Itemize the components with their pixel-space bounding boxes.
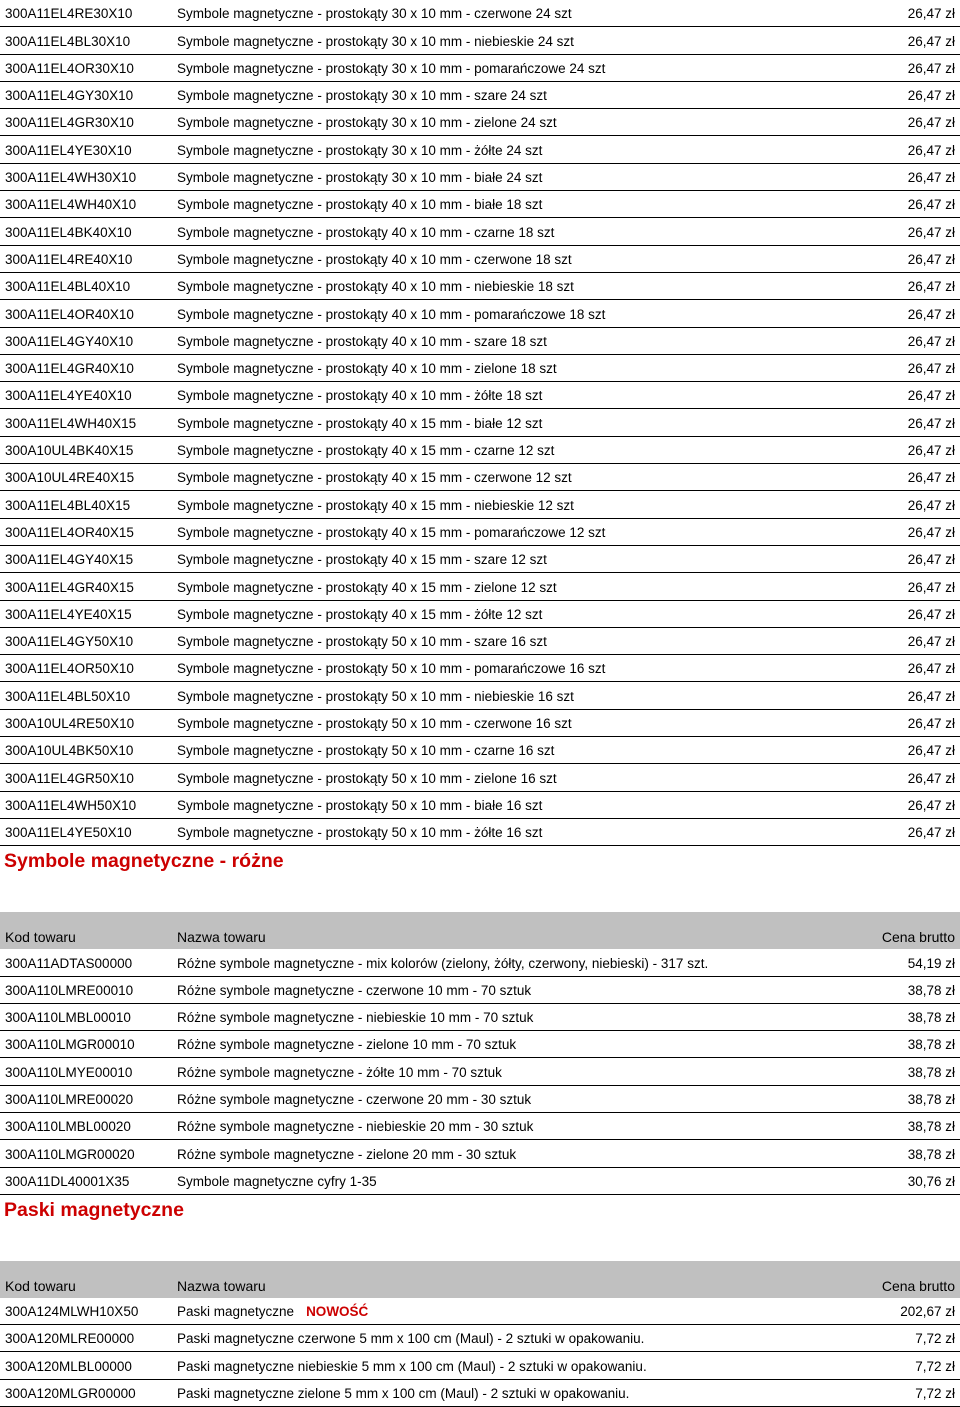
table-row (0, 136, 960, 163)
product-price: 26,47 zł (907, 60, 955, 76)
product-code: 300A11EL4BL40X10 (5, 279, 131, 295)
product-price: 26,47 zł (907, 524, 955, 540)
section-gap (0, 876, 960, 912)
product-name: Symbole magnetyczne - prostokąty 40 x 10 mm - pomarańczowe 18 szt (177, 306, 606, 322)
product-price: 30,76 zł (907, 1173, 955, 1189)
product-code: 300A11EL4GY50X10 (5, 634, 134, 650)
table-row (0, 0, 960, 27)
product-name: Symbole magnetyczne - prostokąty 50 x 10 mm - czerwone 16 szt (177, 716, 572, 732)
product-name: Paski magnetyczne zielone 5 mm x 100 cm (Maul) - 2 sztuki w opakowaniu. (177, 1386, 630, 1402)
product-name-text: Paski magnetyczne (177, 1304, 295, 1320)
table-row (0, 109, 960, 136)
product-name: Symbole magnetyczne - prostokąty 30 x 10 mm - białe 24 szt (177, 170, 543, 186)
product-price: 26,47 zł (907, 552, 955, 568)
product-name: Symbole magnetyczne - prostokąty 40 x 15 mm - zielone 12 szt (177, 579, 557, 595)
product-code: 300A11EL4OR50X10 (5, 661, 134, 677)
header-name: Nazwa towaru (177, 929, 266, 946)
product-price: 26,47 zł (907, 388, 955, 404)
product-code: 300A11EL4BL40X15 (5, 497, 131, 513)
table-header-paski (0, 1261, 960, 1298)
product-name: Różne symbole magnetyczne - czerwone 20 mm - 30 sztuk (177, 1091, 532, 1107)
product-name: Symbole magnetyczne - prostokąty 40 x 15 mm - szare 12 szt (177, 552, 547, 568)
product-price: 26,47 zł (907, 251, 955, 267)
table-row (0, 1086, 960, 1113)
product-name: Symbole magnetyczne - prostokąty 40 x 15 mm - pomarańczowe 12 szt (177, 524, 606, 540)
header-price: Cena brutto (881, 929, 955, 946)
product-price: 38,78 zł (907, 1119, 955, 1135)
product-price: 38,78 zł (907, 1146, 955, 1162)
product-price: 26,47 zł (907, 415, 955, 431)
product-price: 7,72 zł (915, 1331, 955, 1347)
paski-table (0, 1325, 960, 1407)
product-name: Symbole magnetyczne - prostokąty 30 x 10 mm - czerwone 24 szt (177, 6, 572, 22)
product-price: 26,47 zł (907, 443, 955, 459)
product-name: Symbole magnetyczne - prostokąty 40 x 15 mm - niebieskie 12 szt (177, 497, 574, 513)
product-code: 300A11EL4RE30X10 (5, 6, 133, 22)
product-price: 26,47 zł (907, 88, 955, 104)
product-code: 300A110LMYE00010 (5, 1064, 133, 1080)
table-row (0, 1140, 960, 1167)
table-row (0, 246, 960, 273)
product-code: 300A110LMRE00010 (5, 982, 134, 998)
product-price: 26,47 zł (907, 333, 955, 349)
product-name: Symbole magnetyczne - prostokąty 40 x 10 mm - czerwone 18 szt (177, 251, 572, 267)
product-price: 54,19 zł (907, 955, 955, 971)
table-row (0, 355, 960, 382)
product-name: Symbole magnetyczne - prostokąty 40 x 10 mm - zielone 18 szt (177, 361, 557, 377)
table-row (0, 164, 960, 191)
product-price: 26,47 zł (907, 825, 955, 841)
product-price: 26,47 zł (907, 170, 955, 186)
product-price: 26,47 zł (907, 142, 955, 158)
product-code: 300A10UL4RE40X15 (5, 470, 135, 486)
product-name: Różne symbole magnetyczne - zielone 20 mm - 30 sztuk (177, 1146, 517, 1162)
table-row (0, 27, 960, 54)
product-price: 26,47 zł (907, 115, 955, 131)
product-code: 300A110LMGR00020 (5, 1146, 135, 1162)
product-price: 26,47 zł (907, 743, 955, 759)
product-name: Symbole magnetyczne - prostokąty 30 x 10 mm - szare 24 szt (177, 88, 547, 104)
product-name: Symbole magnetyczne - prostokąty 30 x 10 mm - pomarańczowe 24 szt (177, 60, 606, 76)
product-code: 300A11EL4RE40X10 (5, 251, 133, 267)
product-price: 26,47 zł (907, 6, 955, 22)
product-price: 26,47 zł (907, 716, 955, 732)
new-badge: NOWOŚĆ (306, 1304, 369, 1320)
table-row (0, 437, 960, 464)
section-gap (0, 1225, 960, 1261)
table-row (0, 409, 960, 436)
table-row (0, 273, 960, 300)
product-code: 300A11EL4YE30X10 (5, 142, 132, 158)
product-price: 26,47 zł (907, 634, 955, 650)
product-name: Symbole magnetyczne - prostokąty 50 x 10 mm - niebieskie 16 szt (177, 688, 574, 704)
table-row (0, 682, 960, 709)
table-row (0, 382, 960, 409)
product-name: Symbole magnetyczne - prostokąty 50 x 10 mm - białe 16 szt (177, 797, 543, 813)
product-price: 26,47 zł (907, 306, 955, 322)
table-row (0, 491, 960, 518)
table-row (0, 328, 960, 355)
product-name: Symbole magnetyczne - prostokąty 40 x 10 mm - białe 18 szt (177, 197, 543, 213)
product-code: 300A10UL4BK50X10 (5, 743, 134, 759)
product-code: 300A10UL4BK40X15 (5, 443, 134, 459)
header-price: Cena brutto (881, 1277, 955, 1294)
product-code: 300A11EL4GY30X10 (5, 88, 134, 104)
table-row (0, 819, 960, 846)
product-name: Różne symbole magnetyczne - mix kolorów (zielony, żółty, czerwony, niebieski) - 317 szt. (177, 955, 709, 971)
table-header-rozne (0, 912, 960, 949)
table-row (0, 1058, 960, 1085)
product-price: 26,47 zł (907, 661, 955, 677)
product-price: 38,78 zł (907, 1037, 955, 1053)
product-name: Symbole magnetyczne - prostokąty 30 x 10 mm - żółte 24 szt (177, 142, 543, 158)
table-row (0, 1380, 960, 1407)
table-row (0, 1113, 960, 1140)
product-name: Symbole magnetyczne - prostokąty 50 x 10 mm - zielone 16 szt (177, 770, 557, 786)
product-code: 300A11EL4GY40X15 (5, 552, 134, 568)
product-name: Różne symbole magnetyczne - żółte 10 mm - 70 sztuk (177, 1064, 502, 1080)
product-name: Różne symbole magnetyczne - niebieskie 20 mm - 30 sztuk (177, 1119, 534, 1135)
header-code: Kod towaru (5, 929, 76, 946)
table-row (0, 949, 960, 976)
table-row (0, 977, 960, 1004)
product-price: 38,78 zł (907, 982, 955, 998)
product-code: 300A11EL4YE50X10 (5, 825, 132, 841)
product-price: 26,47 zł (907, 770, 955, 786)
product-name: Symbole magnetyczne - prostokąty 40 x 15 mm - czarne 12 szt (177, 443, 555, 459)
product-code: 300A11EL4GR40X15 (5, 579, 134, 595)
table-row (0, 737, 960, 764)
table-row (0, 1352, 960, 1379)
product-name: Różne symbole magnetyczne - czerwone 10 mm - 70 sztuk (177, 982, 532, 998)
product-code: 300A11EL4GR50X10 (5, 770, 134, 786)
product-name: Paski magnetyczne niebieskie 5 mm x 100 cm (Maul) - 2 sztuki w opakowaniu. (177, 1358, 647, 1374)
product-price: 26,47 zł (907, 579, 955, 595)
product-price: 26,47 zł (907, 470, 955, 486)
rozne-table (0, 949, 960, 1195)
product-code: 300A11EL4YE40X10 (5, 388, 132, 404)
product-name: Paski magnetyczne czerwone 5 mm x 100 cm (Maul) - 2 sztuki w opakowaniu. (177, 1331, 645, 1347)
table-row (0, 628, 960, 655)
table-row (0, 764, 960, 791)
product-code: 300A11DL40001X35 (5, 1173, 130, 1189)
product-code: 300A120MLBL00000 (5, 1358, 132, 1374)
product-code: 300A10UL4RE50X10 (5, 716, 135, 732)
product-price: 7,72 zł (915, 1358, 955, 1374)
product-code: 300A11EL4WH50X10 (5, 797, 137, 813)
table-row (0, 55, 960, 82)
product-code: 300A11EL4GR40X10 (5, 361, 134, 377)
product-price: 26,47 zł (907, 361, 955, 377)
product-code: 300A110LMBL00010 (5, 1010, 131, 1026)
product-name: Symbole magnetyczne - prostokąty 50 x 10 mm - szare 16 szt (177, 634, 547, 650)
product-name: Symbole magnetyczne - prostokąty 40 x 10 mm - czarne 18 szt (177, 224, 555, 240)
product-code: 300A120MLRE00000 (5, 1331, 135, 1347)
table-row (0, 1004, 960, 1031)
product-price: 26,47 zł (907, 606, 955, 622)
table-row (0, 655, 960, 682)
product-code: 300A11EL4BL50X10 (5, 688, 131, 704)
table-row (0, 710, 960, 737)
product-code: 300A11EL4GR30X10 (5, 115, 134, 131)
product-code: 300A11EL4WH40X10 (5, 197, 137, 213)
product-code: 300A11EL4BL30X10 (5, 33, 131, 49)
section-title-rozne: Symbole magnetyczne - różne (4, 850, 284, 873)
product-code: 300A124MLWH10X50 (5, 1304, 139, 1320)
product-name: Symbole magnetyczne - prostokąty 50 x 10 mm - pomarańczowe 16 szt (177, 661, 606, 677)
product-code: 300A11EL4GY40X10 (5, 333, 134, 349)
table-row (0, 519, 960, 546)
product-name: Symbole magnetyczne - prostokąty 30 x 10 mm - zielone 24 szt (177, 115, 557, 131)
product-code: 300A11EL4OR40X15 (5, 524, 134, 540)
product-price: 7,72 zł (915, 1386, 955, 1402)
table-row (0, 300, 960, 327)
header-code: Kod towaru (5, 1277, 76, 1294)
product-name: Symbole magnetyczne - prostokąty 40 x 10 mm - żółte 18 szt (177, 388, 543, 404)
product-code: 300A11EL4WH30X10 (5, 170, 137, 186)
product-name: Symbole magnetyczne - prostokąty 40 x 10 mm - niebieskie 18 szt (177, 279, 574, 295)
product-price: 38,78 zł (907, 1064, 955, 1080)
product-name: Symbole magnetyczne - prostokąty 50 x 10 mm - żółte 16 szt (177, 825, 543, 841)
product-code: 300A11EL4WH40X15 (5, 415, 137, 431)
product-price: 26,47 zł (907, 497, 955, 513)
table-row (0, 792, 960, 819)
product-name: Symbole magnetyczne - prostokąty 40 x 15 mm - żółte 12 szt (177, 606, 543, 622)
table-row (0, 1325, 960, 1352)
product-name: Symbole magnetyczne - prostokąty 40 x 15 mm - białe 12 szt (177, 415, 543, 431)
product-code: 300A11EL4OR40X10 (5, 306, 134, 322)
product-price: 26,47 zł (907, 197, 955, 213)
product-name (177, 1304, 368, 1320)
product-code: 300A11EL4OR30X10 (5, 60, 134, 76)
section-title-paski: Paski magnetyczne (4, 1198, 184, 1221)
table-row (0, 1168, 960, 1195)
table-row (0, 1298, 960, 1325)
table-row (0, 191, 960, 218)
product-name: Symbole magnetyczne - prostokąty 40 x 10 mm - szare 18 szt (177, 333, 547, 349)
product-code: 300A11EL4YE40X15 (5, 606, 132, 622)
product-price: 26,47 zł (907, 224, 955, 240)
product-code: 300A110LMGR00010 (5, 1037, 135, 1053)
product-price: 202,67 zł (900, 1304, 955, 1320)
table-row (0, 82, 960, 109)
product-name: Symbole magnetyczne - prostokąty 30 x 10 mm - niebieskie 24 szt (177, 33, 574, 49)
product-name: Różne symbole magnetyczne - niebieskie 10 mm - 70 sztuk (177, 1010, 534, 1026)
product-name: Symbole magnetyczne - prostokąty 50 x 10 mm - czarne 16 szt (177, 743, 555, 759)
product-price: 26,47 zł (907, 797, 955, 813)
product-name: Symbole magnetyczne - prostokąty 40 x 15 mm - czerwone 12 szt (177, 470, 572, 486)
product-code: 300A120MLGR00000 (5, 1386, 136, 1402)
table-row (0, 601, 960, 628)
table-row (0, 218, 960, 245)
table-row (0, 464, 960, 491)
product-name: Różne symbole magnetyczne - zielone 10 mm - 70 sztuk (177, 1037, 517, 1053)
table-row (0, 573, 960, 600)
product-price: 26,47 zł (907, 279, 955, 295)
product-price: 38,78 zł (907, 1091, 955, 1107)
table-row (0, 546, 960, 573)
product-code: 300A110LMBL00020 (5, 1119, 131, 1135)
product-code: 300A11ADTAS00000 (5, 955, 133, 971)
header-name: Nazwa towaru (177, 1277, 266, 1294)
product-code: 300A11EL4BK40X10 (5, 224, 132, 240)
product-price: 26,47 zł (907, 33, 955, 49)
table-row (0, 1031, 960, 1058)
product-price: 26,47 zł (907, 688, 955, 704)
product-name: Symbole magnetyczne cyfry 1-35 (177, 1173, 377, 1189)
product-price: 38,78 zł (907, 1010, 955, 1026)
product-code: 300A110LMRE00020 (5, 1091, 134, 1107)
